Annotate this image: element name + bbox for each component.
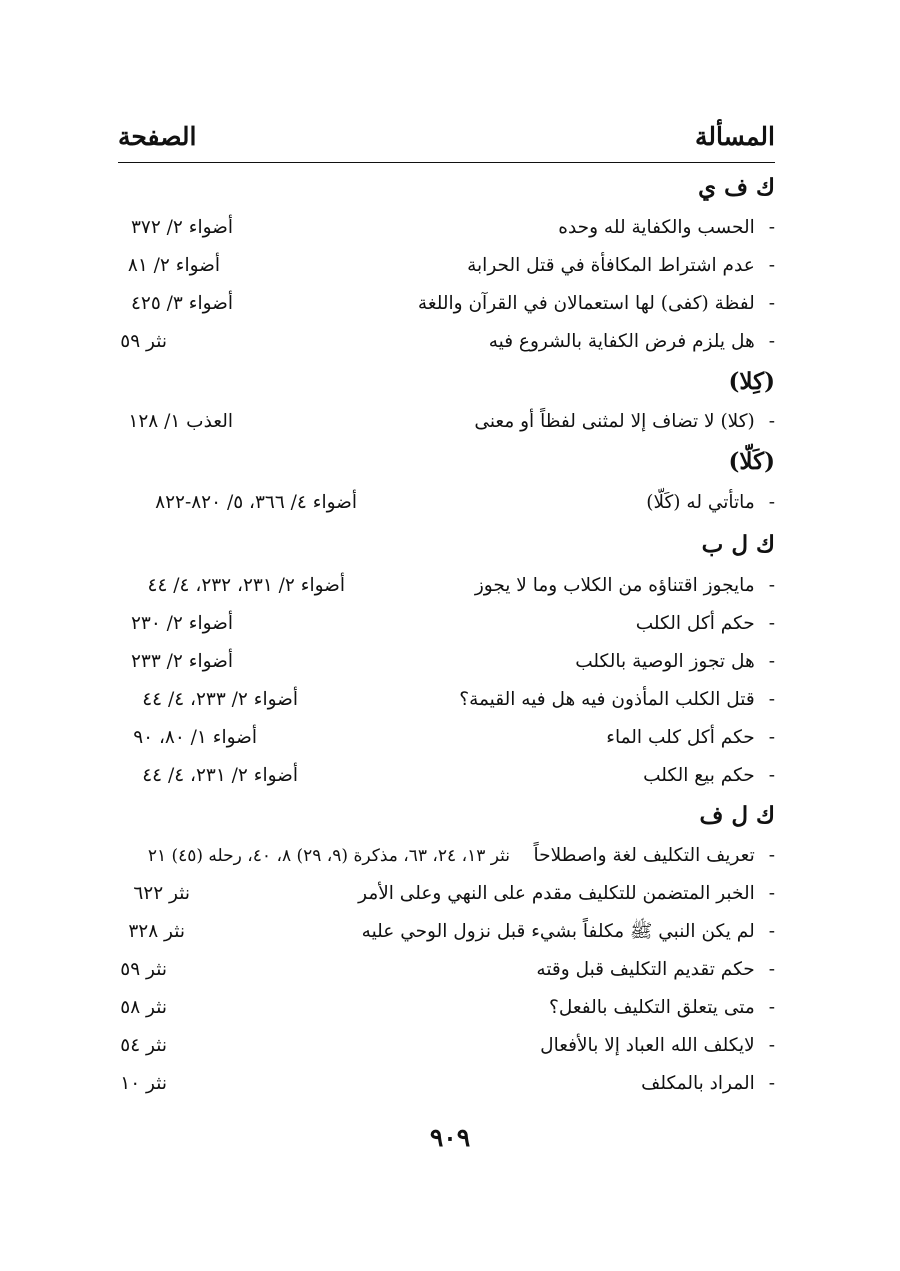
entry-text: حكم تقديم التكليف قبل وقته xyxy=(536,959,755,980)
section-heading-klb xyxy=(0,527,900,563)
index-entry xyxy=(0,644,900,680)
entry-text: هل تجوز الوصية بالكلب xyxy=(575,651,755,672)
section-heading-kalla xyxy=(0,444,900,480)
index-entry xyxy=(0,720,900,756)
section-heading: (كِلا) xyxy=(728,368,775,395)
index-entry xyxy=(0,838,900,874)
section-heading: (كَلّا) xyxy=(728,448,775,475)
index-entry xyxy=(0,210,900,246)
entry-text: مايجوز اقتناؤه من الكلاب وما لا يجوز xyxy=(474,575,755,596)
index-entry xyxy=(0,248,900,284)
entry-text: لم يكن النبي ﷺ مكلفاً بشيء قبل نزول الوحي عليه xyxy=(361,921,755,942)
entry-text: متى يتعلق التكليف بالفعل؟ xyxy=(549,997,755,1018)
index-entry xyxy=(0,324,900,360)
entry-text: لايكلف الله العباد إلا بالأفعال xyxy=(540,1035,755,1056)
entry-reference: نثر ١٠ xyxy=(120,1073,167,1094)
index-entry xyxy=(0,568,900,604)
entry-reference: أضواء ٢/ ٢٣٠ xyxy=(130,613,233,634)
section-heading-klf xyxy=(0,798,900,834)
header-page-title: الصفحة xyxy=(118,122,197,151)
entry-text: (كلا) لا تضاف إلا لمثنى لفظاً أو معنى xyxy=(474,411,755,432)
index-entry xyxy=(0,990,900,1026)
section-heading: ك ل ب xyxy=(701,531,775,558)
entry-reference: نثر ٥٩ xyxy=(120,959,167,980)
entry-reference: أضواء ٢/ ٣٧٢ xyxy=(130,217,233,238)
entry-text: ماتأتي له (كَلّا) xyxy=(646,492,755,513)
entry-dash: - xyxy=(768,217,775,238)
entry-dash: - xyxy=(768,331,775,352)
entry-dash: - xyxy=(768,613,775,634)
entry-reference: أضواء ٢/ ٨١ xyxy=(127,255,220,276)
entry-dash: - xyxy=(768,997,775,1018)
header-issue-title: المسألة xyxy=(695,122,775,151)
entry-dash: - xyxy=(768,765,775,786)
entry-reference: أضواء ٣/ ٤٢٥ xyxy=(130,293,233,314)
entry-dash: - xyxy=(768,575,775,596)
entry-text: حكم بيع الكلب xyxy=(643,765,755,786)
entry-dash: - xyxy=(768,492,775,513)
entry-text: عدم اشتراط المكافأة في قتل الحرابة xyxy=(467,255,755,276)
entry-dash: - xyxy=(768,411,775,432)
entry-text: تعريف التكليف لغة واصطلاحاً xyxy=(533,845,755,866)
entry-dash: - xyxy=(768,689,775,710)
entry-reference: نثر ٥٩ xyxy=(120,331,167,352)
entry-reference: نثر ٦٢٢ xyxy=(133,883,190,904)
entry-reference: أضواء ٢/ ٢٣١، ٢٣٢، ٤/ ٤٤ xyxy=(147,575,345,596)
section-heading-kfy xyxy=(0,170,900,206)
entry-reference: نثر ٥٤ xyxy=(120,1035,167,1056)
entry-dash: - xyxy=(768,921,775,942)
entry-reference: أضواء ٢/ ٢٣٣، ٤/ ٤٤ xyxy=(142,689,298,710)
entry-text: الخبر المتضمن للتكليف مقدم على النهي وعلى الأمر xyxy=(358,883,755,904)
index-entry xyxy=(0,1066,900,1102)
section-heading-kila xyxy=(0,364,900,400)
entry-dash: - xyxy=(768,293,775,314)
index-entry xyxy=(0,485,900,521)
entry-reference: العذب ١/ ١٢٨ xyxy=(128,411,233,432)
entry-reference: أضواء ٤/ ٣٦٦، ٥/ ٨٢٠-٨٢٢ xyxy=(155,492,357,513)
entry-dash: - xyxy=(768,845,775,866)
entry-text: الحسب والكفاية لله وحده xyxy=(558,217,755,238)
entry-reference: نثر ١٣، ٢٤، ٦٣، مذكرة (٩، ٢٩) ٨، ٤٠، رحله (٤٥) ٢١ xyxy=(147,846,510,866)
index-entry xyxy=(0,1028,900,1064)
index-entry xyxy=(0,286,900,322)
page-number: ٩٠٩ xyxy=(429,1123,471,1152)
entry-text: قتل الكلب المأذون فيه هل فيه القيمة؟ xyxy=(459,689,755,710)
section-heading: ك ل ف xyxy=(699,802,775,829)
index-entry xyxy=(0,606,900,642)
entry-dash: - xyxy=(768,1073,775,1094)
entry-text: المراد بالمكلف xyxy=(641,1073,755,1094)
index-entry xyxy=(0,758,900,794)
index-entry xyxy=(0,876,900,912)
entry-dash: - xyxy=(768,255,775,276)
entry-dash: - xyxy=(768,1035,775,1056)
section-heading: ك ف ي xyxy=(698,174,775,201)
index-entry xyxy=(0,682,900,718)
entry-dash: - xyxy=(768,727,775,748)
entry-reference: أضواء ٢/ ٢٣١، ٤/ ٤٤ xyxy=(142,765,298,786)
entry-text: حكم أكل الكلب xyxy=(635,613,755,634)
entry-text: هل يلزم فرض الكفاية بالشروع فيه xyxy=(488,331,755,352)
entry-dash: - xyxy=(768,883,775,904)
entry-reference: نثر ٥٨ xyxy=(120,997,167,1018)
entry-text: حكم أكل كلب الماء xyxy=(606,727,755,748)
entry-text: لفظة (كفى) لها استعمالان في القرآن واللغة xyxy=(417,293,755,314)
index-entry xyxy=(0,914,900,950)
entry-dash: - xyxy=(768,959,775,980)
column-header xyxy=(118,122,775,163)
index-entry xyxy=(0,952,900,988)
entry-reference: نثر ٣٢٨ xyxy=(128,921,185,942)
index-entry xyxy=(0,404,900,440)
entry-reference: أضواء ١/ ٨٠، ٩٠ xyxy=(133,727,257,748)
entry-reference: أضواء ٢/ ٢٣٣ xyxy=(130,651,233,672)
entry-dash: - xyxy=(768,651,775,672)
